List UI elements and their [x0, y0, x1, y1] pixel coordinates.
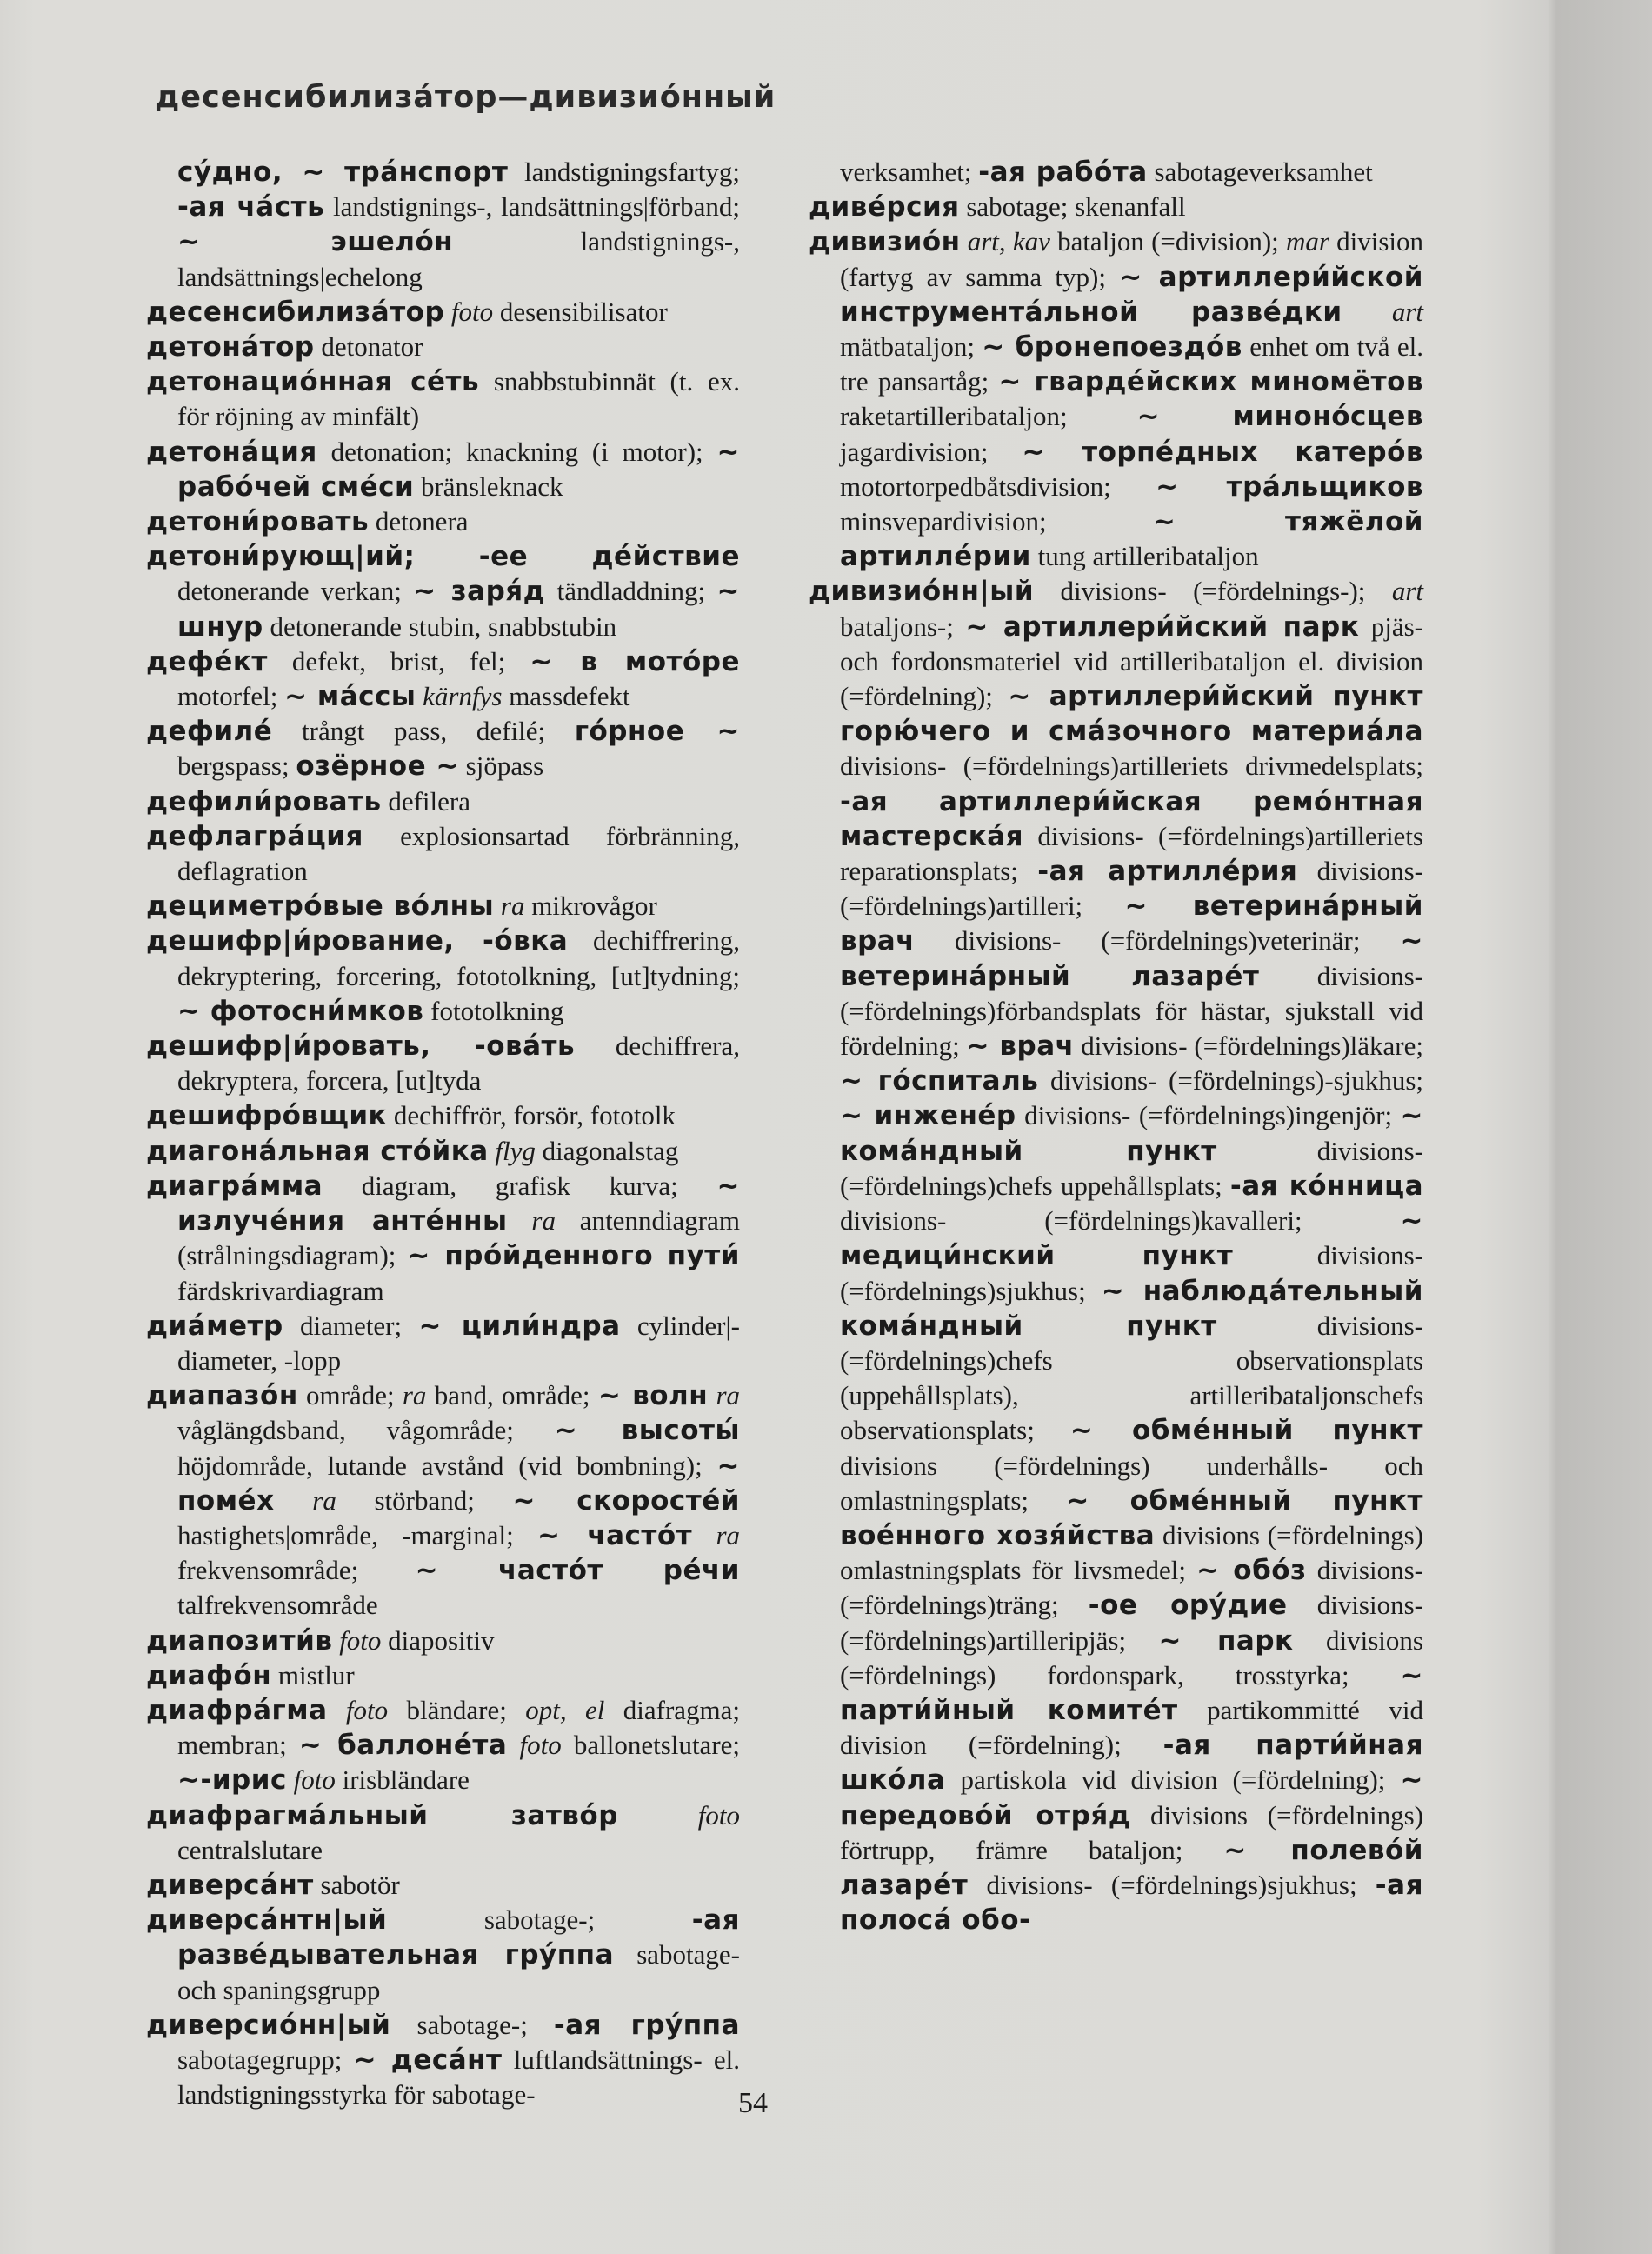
dictionary-entry: диагра́мма diagram, grafisk kurva; ~ излуче́ния анте́нны ra antenndiagram (strålningsdiagram); ~ про́йденного пути́ färdskrivardiagram — [146, 1170, 741, 1306]
dictionary-entry: детонацио́нная се́ть snabbstubinnät (t. ex. för röjning av minfält) — [146, 366, 740, 432]
dictionary-entry: дециметро́вые во́лны ra mikrovågor — [146, 890, 657, 923]
dictionary-entry: диафра́гма foto bländare; opt, el diafragma; membran; ~ баллоне́та foto ballonetslutare; ~-ирис foto irisbländare — [146, 1694, 741, 1797]
dictionary-entry: дивизио́нн|ый divisions- (=fördelnings-); art bataljons-; ~ артиллери́йский парк pjäs- och fordonsmateriel vid artilleribataljon el. division (=fördelning); ~ артиллери́йский пункт горю́чего и сма́зочного материа́ла divisions- (=fördelnings)artilleriets drivmedelsplats; -ая артиллери́йская ремо́нтная мастерска́я divisions- (=fördelnings)artilleriets reparationsplats; -ая артилле́рия divisions- (=fördelnings)artilleri; ~ ветерина́рный врач divisions- (=fördelnings)veterinär; ~ ветерина́рный лазаре́т divisions- (=fördelnings)förbandsplats för hästar, sjukstall vid fördelning; ~ врач divisions- (=fördelnings)läkare; ~ го́спиталь divisions- (=fördelnings)-sjukhus; ~ инжене́р divisions- (=fördelnings)ingenjör; ~ кома́ндный пункт divisions- (=fördelnings)chefs uppehållsplats; -ая ко́нница divisions- (=fördelnings)kavalleri; ~ медици́нский пункт divisions- (=fördelnings)sjukhus; ~ наблюда́тельный кома́ндный пункт divisions- (=fördelnings)chefs observationsplats (uppehållsplats), artilleribataljonschefs observationsplats; ~ обме́нный пункт divisions (=fördelnings) underhålls- och omlastningsplats; ~ обме́нный пункт вое́нного хозя́йства divisions (=fördelnings) omlastningsplats för livsmedel; ~ обо́з divisions- (=fördelnings)träng; -ое ору́дие divisions- (=fördelnings)artilleripjäs; ~ парк divisions (=fördelnings) fordonspark, trosstyrka; ~ парти́йный комите́т partikommitté vid division (=fördelning); -ая парти́йная шко́ла partiskola vid division (=fördelning); ~ передово́й отря́д divisions (=fördelnings) förtrupp, främre bataljon; ~ полево́й лазаре́т divisions- (=fördelnings)sjukhus; -ая полоса́ обо- — [809, 576, 1424, 1937]
right-column — [809, 155, 1423, 1937]
dictionary-entry: диверса́нт sabotör — [146, 1869, 400, 1901]
dictionary-entry: детона́тор detonator — [146, 331, 423, 363]
page-header: десенсибилиза́тор—дивизио́нный — [155, 80, 776, 115]
dictionary-entry: детона́ция detonation; knackning (i motor); ~ рабо́чей сме́си bränsleknack — [146, 436, 740, 503]
dictionary-entry: дефили́ровать defilera — [146, 785, 470, 817]
dictionary-entry: диафрагма́льный затво́р foto centralslutare — [146, 1799, 741, 1865]
dictionary-entry: диагона́льная сто́йка flyg diagonalstag — [146, 1135, 679, 1167]
entry-continuation: verksamhet; -ая рабо́та sabotageverksamhet — [840, 157, 1373, 188]
dictionary-entry: дешифр|и́ровать, -ова́ть dechiffrera, dekryptera, forcera, [ut]tyda — [146, 1030, 740, 1097]
dictionary-entry: дефе́кт defekt, brist, fel; ~ в мото́ре motorfel; ~ ма́ссы kärnfys massdefekt — [146, 645, 740, 713]
dictionary-entry: диафо́н mistlur — [146, 1659, 355, 1691]
dictionary-entry: диапозити́в foto diapositiv — [146, 1624, 495, 1657]
page-number: 54 — [738, 2087, 768, 2119]
entry-continuation: су́дно, ~ тра́нспорт landstigningsfartyg; -ая ча́сть landstignings-, landsättnings|förband; ~ эшело́н landstignings-, landsättnings|echelong — [177, 157, 740, 292]
left-column — [146, 155, 740, 2112]
dictionary-entry: детони́ровать detonera — [146, 506, 469, 538]
dictionary-entry: диверса́нтн|ый sabotage-; -ая разве́дывательная гру́ппа sabotage- och spaningsgrupp — [146, 1904, 740, 2005]
dictionary-entry: десенсибилиза́тор foto desensibilisator — [146, 296, 668, 328]
dictionary-entry: дешифро́вщик dechiffrör, forsör, fototolk — [146, 1100, 676, 1132]
dictionary-entry: дивизио́н art, kav bataljon (=division); mar division (fartyg av samma typ); ~ артиллери́йской инструмента́льной разве́дки art mätbataljon; ~ бронепоездо́в enhet om två el. tre pansartåg; ~ гварде́йских миномётов raketartilleribataljon; ~ миноно́сцев jagardivision; ~ торпе́дных катеро́в motortorpedbåtsdivision; ~ тра́льщиков minsvepardivision; ~ тяжёлой артилле́рии tung artilleribataljon — [809, 226, 1423, 573]
dictionary-entry: диапазо́н område; ra band, område; ~ волн ra våglängdsband, vågområde; ~ высоты́ höjdområde, lutande avstånd (vid bombning); ~ поме́х ra störband; ~ скоросте́й hastighets|område, -marginal; ~ часто́т ra frekvensområde; ~ часто́т ре́чи talfrekvensområde — [146, 1380, 741, 1621]
dictionary-entry: дефлагра́ция explosionsartad förbränning, deflagration — [146, 820, 740, 887]
dictionary-entry: дефиле́ trångt pass, defilé; го́рное ~ bergspass; озёрное ~ sjöpass — [146, 716, 740, 783]
dictionary-entry: дешифр|и́рование, -о́вка dechiffrering, dekryptering, forcering, fototolkning, [ut]tydning; ~ фотосни́мков fototolkning — [146, 925, 740, 1027]
dictionary-entry: детони́рующ|ий; -ее де́йствие detonerande verkan; ~ заря́д tändladdning; ~ шнур detonerande stubin, snabbstubin — [146, 541, 740, 643]
dictionary-entry: диа́метр diameter; ~ цили́ндра cylinder|-diameter, -lopp — [146, 1310, 740, 1376]
dictionary-entry: диверсио́нн|ый sabotage-; -ая гру́ппа sabotagegrupp; ~ деса́нт luftlandsättnings- el. landstigningsstyrka för sabotage- — [146, 2009, 740, 2111]
dictionary-entry: дивéрсия sabotage; skenanfall — [809, 191, 1186, 223]
